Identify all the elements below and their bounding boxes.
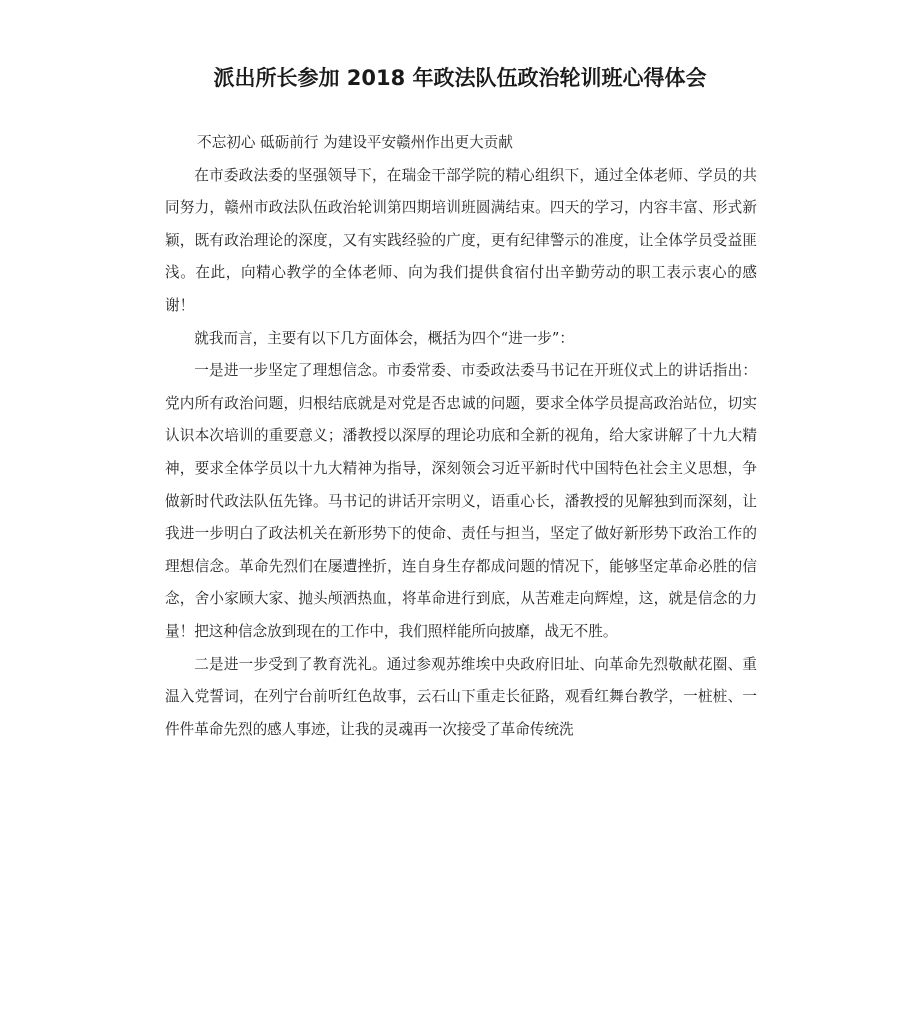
document-body <box>165 127 757 746</box>
subtitle-paragraph: 不忘初心 砥砺前行 为建设平安赣州作出更大贡献 <box>197 134 513 151</box>
summary-paragraph: 就我而言，主要有以下几方面体会，概括为四个“进一步”： <box>194 329 574 347</box>
intro-paragraph: 在市委政法委的坚强领导下，在瑞金干部学院的精心组织下，通过全体老师、学员的共同努力，赣州市政法队伍政治轮训第四期培训班圆满结束。四天的学习，内容丰富、形式新颖，既有政治理论的深度，又有实践经验的广度，更有纪律警示的准度，让全体学员受益匪浅。在此，向精心教学的全体老师、向为我们提供食宿付出辛勤劳动的职工表示衷心的感谢！ <box>165 166 757 314</box>
point-one-paragraph: 一是进一步坚定了理想信念。市委常委、市委政法委马书记在开班仪式上的讲话指出：党内所有政治问题，归根结底就是对党是否忠诚的问题，要求全体学员提高政治站位，切实认识本次培训的重要意义；潘教授以深厚的理论功底和全新的视角，给大家讲解了十九大精神，要求全体学员以十九大精神为指导，深刻领会习近平新时代中国特色社会主义思想，争做新时代政法队伍先锋。马书记的讲话开宗明义，语重心长，潘教授的见解独到而深刻，让我进一步明白了政法机关在新形势下的使命、责任与担当，坚定了做好新形势下政治工作的理想信念。革命先烈们在屡遭挫折，连自身生存都成问题的情况下，能够坚定革命必胜的信念，舍小家顾大家、抛头颅洒热血，将革命进行到底，从苦难走向辉煌，这，就是信念的力量！把这种信念放到现在的工作中，我们照样能所向披靡，战无不胜。 <box>165 362 757 640</box>
document-title: 派出所长参加 2018 年政法队伍政治轮训班心得体会 <box>213 66 707 90</box>
point-two-paragraph: 二是进一步受到了教育洗礼。通过参观苏维埃中央政府旧址、向革命先烈敬献花圈、重温入党誓词，在列宁台前听红色故事，云石山下重走长征路，观看红舞台教学，一桩桩、一件件革命先烈的感人事迹，让我的灵魂再一次接受了革命传统洗 <box>165 655 757 738</box>
